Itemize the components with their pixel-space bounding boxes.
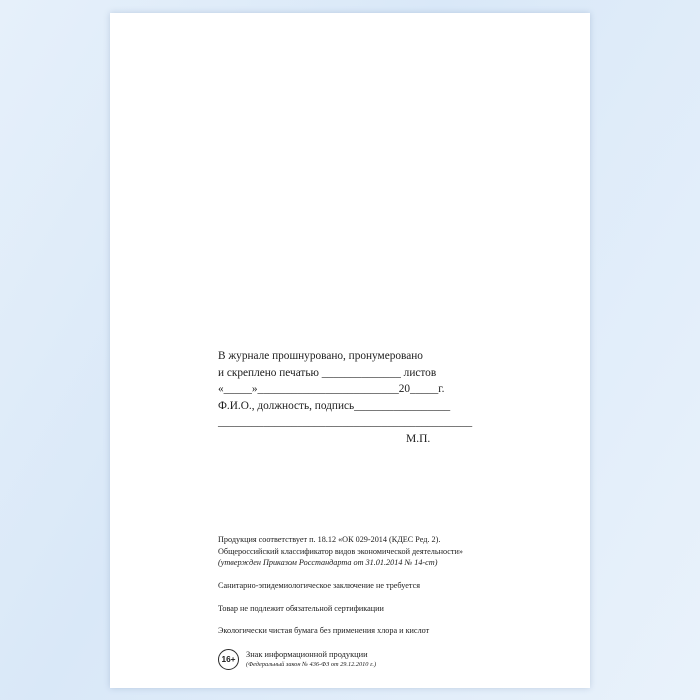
age-rating-text — [246, 650, 376, 669]
seal-label: М.П. — [406, 433, 431, 445]
age-rating-icon: 16+ — [218, 649, 239, 670]
statement-line-3: «_____»_________________________20_____г. — [218, 383, 445, 396]
age-rating-mark — [218, 649, 548, 670]
product-compliance-line-1: Продукция соответствует п. 18.12 «ОК 029-2014 (КДЕС Ред. 2). — [218, 535, 441, 544]
age-rating-law: (Федеральный закон № 436-ФЗ от 29.12.2010 г.) — [246, 660, 377, 668]
statement-line-1: В журнале прошнуровано, пронумеровано — [218, 350, 423, 362]
certification-note: Товар не подлежит обязательной сертификации — [218, 603, 384, 613]
certification-statement — [218, 348, 538, 431]
legal-notices — [218, 534, 548, 670]
product-compliance-line-3: (утвержден Приказом Росстандарта от 31.01.2014 № 14-ст) — [218, 558, 438, 568]
paper-note: Экологически чистая бумага без применения хлора и кислот — [218, 626, 430, 636]
product-compliance-note — [218, 534, 548, 569]
statement-line-5: _____________________________________________ — [218, 416, 473, 429]
age-rating-title: Знак информационной продукции — [246, 649, 368, 659]
product-compliance-line-2: Общероссийский классификатор видов экономической деятельности» — [218, 546, 463, 556]
sanitary-note: Санитарно-эпидемиологическое заключение не требуется — [218, 580, 420, 590]
statement-line-2: и скреплено печатью ______________ листов — [218, 366, 437, 379]
statement-line-4: Ф.И.О., должность, подпись_________________ — [218, 399, 451, 412]
document-page — [110, 13, 590, 688]
